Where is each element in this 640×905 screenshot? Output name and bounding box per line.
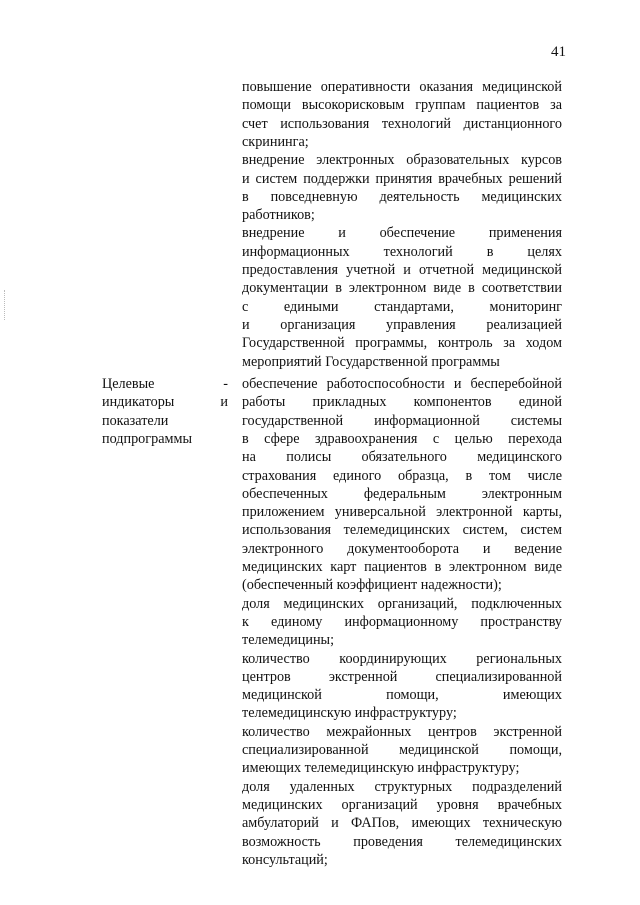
page-number: 41 bbox=[551, 44, 566, 60]
text-line: медицинских организаций уровня врачебных bbox=[242, 796, 562, 813]
text-line: количество межрайонных центров экстренной bbox=[242, 723, 562, 740]
text-line: повышение оперативности оказания медицинской bbox=[242, 79, 562, 95]
text-line: информационных технологий в целях bbox=[242, 243, 562, 260]
text-line: помощи высокорисковым группам пациентов за bbox=[242, 97, 562, 114]
text-line: (обеспеченный коэффициент надежности); bbox=[242, 577, 502, 594]
label-line: индикаторы и bbox=[102, 394, 228, 411]
label-line: показатели bbox=[102, 412, 169, 429]
label-line: Целевые - bbox=[102, 376, 228, 392]
text-line: использования телемедицинских систем, систем bbox=[242, 522, 562, 539]
text-line: в повседневную деятельность медицинских bbox=[242, 188, 562, 205]
text-line: доля медицинских организаций, подключенных bbox=[242, 595, 562, 612]
text-line: и систем поддержки принятия врачебных решений bbox=[242, 170, 562, 187]
text-line: работы прикладных компонентов единой bbox=[242, 394, 562, 411]
text-line: имеющих телемедицинскую инфраструктуру; bbox=[242, 760, 520, 777]
text-line: Государственной программы, контроль за ходом bbox=[242, 335, 562, 352]
text-line: скрининга; bbox=[242, 133, 309, 150]
text-line: электронного документооборота и ведение bbox=[242, 540, 562, 557]
text-line: специализированной медицинской помощи, bbox=[242, 742, 562, 758]
text-line: амбулаторий и ФАПов, имеющих техническую bbox=[242, 815, 562, 832]
text-line: мероприятий Государственной программы bbox=[242, 353, 500, 370]
text-line: предоставления учетной и отчетной медицинской bbox=[242, 262, 562, 278]
text-line: доля удаленных структурных подразделений bbox=[242, 778, 562, 795]
text-line: обеспечение работоспособности и бесперебойной bbox=[242, 376, 562, 392]
margin-scan-mark bbox=[4, 290, 6, 320]
text-line: медицинских карт пациентов в электронном виде bbox=[242, 559, 562, 575]
text-line: приложением универсальной электронной карты, bbox=[242, 504, 562, 521]
text-line: и организация управления реализацией bbox=[242, 316, 562, 333]
text-line: с едиными стандартами, мониторинг bbox=[242, 298, 562, 315]
text-line: количество координирующих региональных bbox=[242, 650, 562, 667]
text-line: обеспеченных федеральным электронным bbox=[242, 485, 562, 502]
text-line: телемедицинскую инфраструктуру; bbox=[242, 705, 457, 722]
text-line: документации в электронном виде в соответствии bbox=[242, 280, 562, 297]
text-line: к единому информационному пространству bbox=[242, 613, 562, 630]
text-line: возможность проведения телемедицинских bbox=[242, 833, 562, 850]
text-line: на полисы обязательного медицинского bbox=[242, 449, 562, 466]
text-line: центров экстренной специализированной bbox=[242, 668, 562, 685]
text-line: страхования единого образца, в том числе bbox=[242, 467, 562, 484]
text-line: внедрение электронных образовательных курсов bbox=[242, 152, 562, 169]
label-line: подпрограммы bbox=[102, 430, 192, 447]
text-line: в сфере здравоохранения с целью перехода bbox=[242, 430, 562, 447]
text-line: телемедицины; bbox=[242, 632, 335, 649]
text-line: внедрение и обеспечение применения bbox=[242, 225, 562, 242]
text-line: работников; bbox=[242, 207, 315, 224]
text-line: счет использования технологий дистанционного bbox=[242, 115, 562, 132]
text-line: медицинской помощи, имеющих bbox=[242, 687, 562, 704]
text-line: государственной информационной системы bbox=[242, 412, 562, 429]
text-line: консультаций; bbox=[242, 851, 328, 868]
